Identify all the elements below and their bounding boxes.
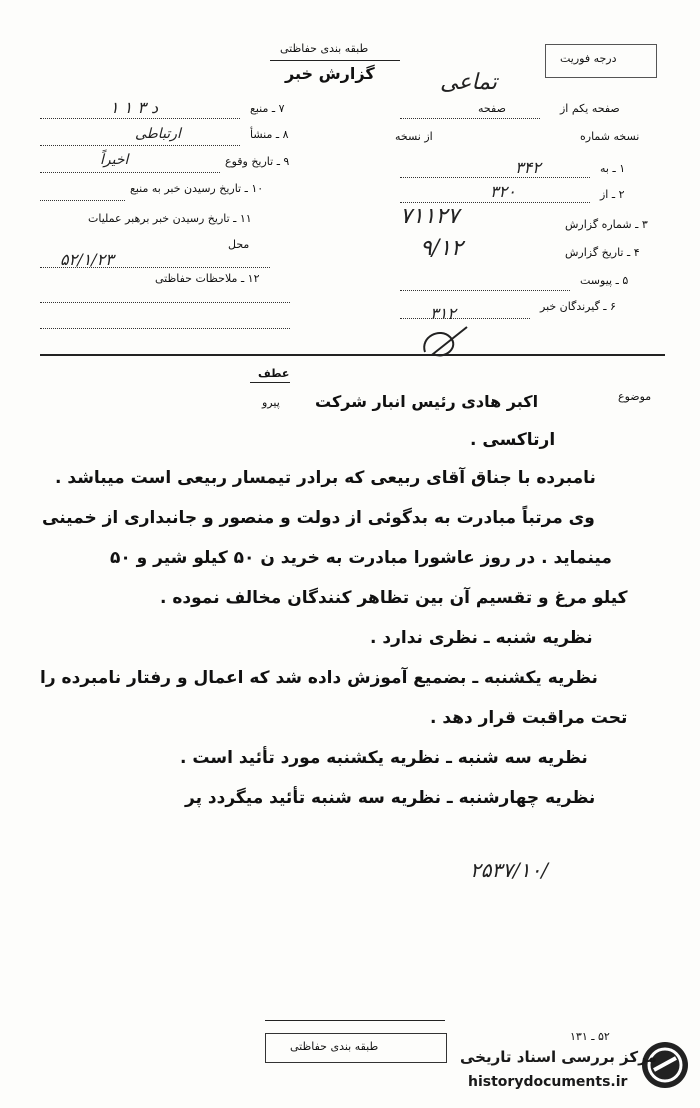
left-field-value: ارتباطی [135, 126, 181, 142]
field-line [40, 302, 290, 303]
right-field-label: ۵ ـ پیوست [580, 274, 629, 287]
handwritten-scribble [415, 322, 475, 362]
field-line [400, 202, 590, 203]
right-field-label: نسخه شماره [580, 130, 640, 143]
right-field-value: ۹/۱۲ [420, 236, 463, 261]
body-line: مینماید . در روز عاشورا مبادرت به خرید ن ۵۰ کیلو شیر و ۵۰ [110, 548, 612, 568]
left-field-label: ۱۲ ـ ملاحظات حفاظتی [155, 272, 260, 285]
field-line [40, 118, 240, 119]
priority-label: درجه فوریت [560, 52, 617, 65]
right-field-label: ۳ ـ شماره گزارش [565, 218, 648, 231]
body-line: ارتاکسی . [470, 430, 556, 450]
header-divider [270, 60, 400, 61]
left-field-value: ۵۲/۱/۲۳ [60, 250, 114, 269]
field-line [40, 328, 290, 329]
left-field-value: اخیراً [100, 152, 129, 168]
body-line: نظریه شنبه ـ نظری ندارد . [370, 628, 593, 648]
body-line: نظریه سه شنبه ـ نظریه یکشنبه مورد تأئید است . [180, 748, 588, 768]
field-line [40, 200, 125, 201]
archive-website: historydocuments.ir [468, 1074, 628, 1090]
field-line [400, 290, 570, 291]
right-field-value: ۳۴۲ [515, 158, 541, 177]
footer-classification: طبقه بندی حفاظتی [290, 1040, 379, 1053]
atf-underline [250, 382, 290, 383]
body-line: کیلو مرغ و تقسیم آن بین تظاهر کنندگان مخالف نموده . [160, 588, 628, 608]
section-divider [40, 354, 665, 356]
left-field-label: ۱۱ ـ تاریخ رسیدن خبر برهبر عملیات [88, 212, 252, 225]
handwritten-date: ۲۵۳۷/۱۰/ [470, 858, 548, 882]
left-field-label: ۸ ـ منشأ [250, 128, 289, 141]
left-field-label: ۱۰ ـ تاریخ رسیدن خبر به منبع [130, 182, 264, 195]
report-title: گزارش خبر [285, 64, 375, 83]
right-field-label: ۲ ـ از [600, 188, 625, 201]
body-line: وی مرتباً مبادرت به بدگوئی از دولت و منصور و جانبداری از خمینی [42, 508, 595, 528]
atf-label: عطف [258, 367, 290, 380]
right-field-value: ۷۱۱۲۷ [400, 204, 460, 229]
field-line [400, 177, 590, 178]
field-line [400, 118, 540, 119]
footer-top-rule [265, 1020, 445, 1021]
right-field-label: ۶ ـ گیرندگان خبر [540, 300, 616, 313]
right-field-value: ۳۱۲ [430, 304, 456, 323]
subject-text: اکبر هادی رئیس انبار شرکت [315, 392, 539, 411]
right-field-label: ۱ ـ به [600, 162, 626, 175]
field-line [400, 318, 530, 319]
archive-name: مرکز بررسی اسناد تاریخی [460, 1048, 657, 1066]
right-field-extra: صفحه [478, 102, 506, 115]
atf-sub-label: پیرو [262, 396, 280, 409]
left-field-label: ۹ ـ تاریخ وقوع [225, 155, 290, 168]
left-field-value: ۱ ۱ د ۳ [110, 98, 159, 117]
right-field-value: ۳۲۰ [490, 182, 516, 201]
field-line [40, 172, 220, 173]
body-line: نامبرده با جناق آقای ربیعی که برادر تیمسار ربیعی است میباشد . [55, 468, 596, 488]
priority-value: تماعی [440, 70, 498, 95]
field-line [40, 267, 270, 268]
body-line: تحت مراقبت قرار دهد . [430, 708, 628, 728]
body-line: نظریه یکشنبه ـ بضمیع آموزش داده شد که اعمال و رفتار نامبرده را [40, 668, 598, 688]
left-field-label: محل [228, 238, 250, 251]
subject-label: موضوع [618, 390, 652, 403]
form-number: ۵۲ ـ ۱۳۱ [570, 1030, 610, 1043]
classification-title: طبقه بندی حفاظتی [280, 42, 369, 55]
right-field-label: ۴ ـ تاریخ گزارش [565, 246, 640, 259]
body-line: نظریه چهارشنبه ـ نظریه سه شنبه تأئید میگردد پر [185, 788, 596, 808]
right-field-label: صفحه یکم از [560, 102, 620, 115]
left-field-label: ۷ ـ منبع [250, 102, 285, 115]
field-line [40, 145, 240, 146]
right-field-extra: از نسخه [395, 130, 433, 143]
